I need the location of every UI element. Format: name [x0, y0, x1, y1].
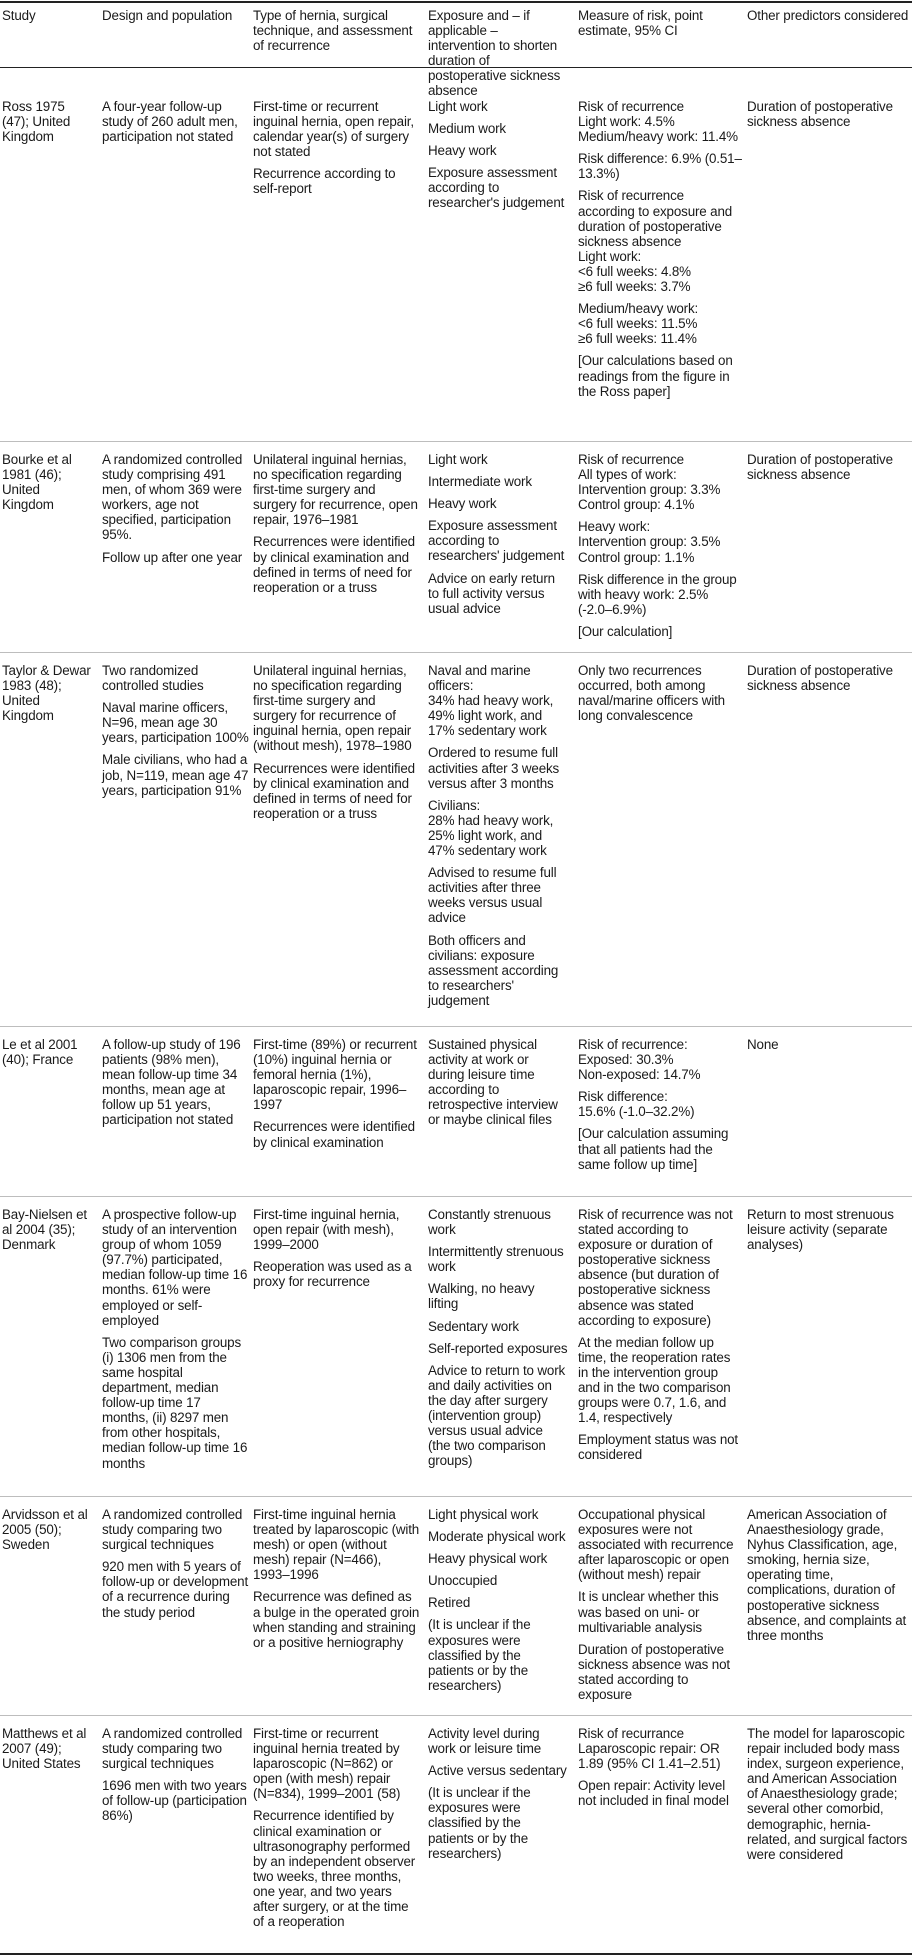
table-top-rule [0, 1, 912, 3]
design-cell [102, 663, 250, 798]
cell-paragraph: Recurrences were identified by clinical examination and defined in terms of need for reoperation or a truss [253, 534, 415, 595]
study-cell [2, 99, 94, 144]
header-design: Design and population [102, 8, 233, 23]
cell-paragraph: Ross 1975 (47); United Kingdom [2, 99, 71, 145]
risk-cell [578, 1507, 743, 1702]
cell-paragraph: Risk of recurrence Light work: 4.5% Medium/heavy work: 11.4% [578, 99, 738, 145]
hernia-cell [253, 1726, 421, 1929]
cell-paragraph: [Our calculation assuming that all patients had the same follow up time] [578, 1126, 729, 1172]
risk-cell [578, 1726, 743, 1808]
cell-paragraph: Recurrence according to self-report [253, 166, 396, 197]
other-cell [747, 1507, 909, 1643]
cell-paragraph: Le et al 2001 (40); France [2, 1037, 78, 1068]
header-risk: Measure of risk, point estimate, 95% CI [578, 8, 703, 39]
cell-paragraph: Duration of postoperative sickness absence [747, 99, 893, 130]
cell-paragraph: Return to most strenuous leisure activity (separate analyses) [747, 1207, 894, 1253]
cell-paragraph: Duration of postoperative sickness absence [747, 663, 893, 694]
cell-paragraph: Risk difference: 15.6% (-1.0–32.2%) [578, 1089, 695, 1120]
cell-paragraph: Self-reported exposures [428, 1340, 568, 1356]
cell-paragraph: Intermediate work [428, 474, 532, 490]
cell-paragraph: Activity level during work or leisure time [428, 1726, 542, 1757]
cell-paragraph: Heavy work [428, 496, 497, 512]
cell-paragraph: Bay-Nielsen et al 2004 (35); Denmark [2, 1207, 87, 1253]
cell-paragraph: Civilians: 28% had heavy work, 25% light work, and 47% sedentary work [428, 797, 554, 859]
exposure-cell [428, 1507, 568, 1693]
design-cell [102, 1726, 250, 1824]
row-separator [0, 1026, 912, 1027]
cell-paragraph: Recurrence identified by clinical examination or ultrasonography performed by an independent observer two weeks, three months, one year, and two years after surgery, or at the time of a reoperation [253, 1808, 416, 1930]
exposure-cell [428, 99, 568, 211]
cell-paragraph: The model for laparoscopic repair included body mass index, surgeon experience, and American Association of Anaesthesiology grade; several other comorbid, demographic, hernia-related, and surgical factors were considered [747, 1726, 908, 1862]
hernia-cell [253, 99, 421, 197]
cell-paragraph: Light work [428, 452, 488, 467]
cell-paragraph: (It is unclear if the exposures were classified by the patients or by the researchers) [428, 1785, 531, 1861]
design-cell [102, 99, 250, 144]
cell-paragraph: Sustained physical activity at work or during leisure time according to retrospective interview or maybe clinical files [428, 1037, 558, 1128]
other-cell [747, 1207, 909, 1252]
cell-paragraph: First-time or recurrent inguinal hernia treated by laparoscopic (N=862) or open (with mesh) repair (N=834), 1999–2001 (58) [253, 1726, 401, 1802]
study-cell [2, 1507, 94, 1552]
hernia-cell [253, 663, 421, 821]
cell-paragraph: Ordered to resume full activities after 3 weeks versus after 3 months [428, 745, 560, 791]
cell-paragraph: A randomized controlled study comprising 491 men, of whom 369 were workers, age not specified, participation 95%. [102, 452, 243, 543]
cell-paragraph: Unoccupied [428, 1573, 498, 1589]
cell-paragraph: Both officers and civilians: exposure assessment according to researchers' judgement [428, 932, 559, 1008]
hernia-cell [253, 1207, 421, 1289]
cell-paragraph: Only two recurrences occurred, both among naval/marine officers with long convalescence [578, 663, 725, 724]
study-cell [2, 663, 94, 723]
cell-paragraph: Risk of recurrence was not stated according to exposure or duration of postoperative sickness absence (but duration of postoperative sickness absence was stated according to exposure) [578, 1207, 733, 1328]
cell-paragraph: Light physical work [428, 1507, 539, 1522]
cell-paragraph: A prospective follow-up study of an intervention group of whom 1059 (97.7%) participated, median follow-up time 16 months. 61% were employed or self-employed [102, 1207, 248, 1328]
header-other: Other predictors considered [747, 8, 909, 23]
cell-paragraph: [Our calculation] [578, 623, 673, 639]
cell-paragraph: A randomized controlled study comparing two surgical techniques [102, 1726, 243, 1772]
other-cell [747, 452, 909, 482]
exposure-cell [428, 1726, 568, 1861]
cell-paragraph: Light work [428, 99, 488, 114]
cell-paragraph: Walking, no heavy lifting [428, 1281, 535, 1312]
cell-paragraph: Recurrences were identified by clinical examination and defined in terms of need for reoperation or a truss [253, 760, 415, 821]
header-hernia: Type of hernia, surgical technique, and assessment of recurrence [253, 8, 413, 54]
cell-paragraph: Male civilians, who had a job, N=119, mean age 47 years, participation 91% [102, 752, 249, 798]
row-separator [0, 1715, 912, 1716]
risk-cell [578, 1037, 743, 1172]
cell-paragraph: 920 men with 5 years of follow-up or development of a recurrence during the study period [102, 1559, 249, 1620]
cell-paragraph: Active versus sedentary [428, 1763, 567, 1779]
cell-paragraph: Advice on early return to full activity versus usual advice [428, 570, 555, 616]
cell-paragraph: Intermittently strenuous work [428, 1244, 564, 1275]
cell-paragraph: Bourke et al 1981 (46); United Kingdom [2, 452, 72, 513]
cell-paragraph: Matthews et al 2007 (49); United States [2, 1726, 87, 1772]
cell-paragraph: Constantly strenuous work [428, 1207, 551, 1238]
study-cell [2, 1726, 94, 1771]
row-separator [0, 1496, 912, 1497]
cell-paragraph: Naval and marine officers: 34% had heavy work, 49% light work, and 17% sedentary work [428, 663, 554, 739]
cell-paragraph: First-time or recurrent inguinal hernia, open repair, calendar year(s) of surgery not stated [253, 99, 414, 160]
cell-paragraph: Open repair: Activity level not included in final model [578, 1778, 729, 1809]
cell-paragraph: Employment status was not considered [578, 1432, 738, 1463]
exposure-cell [428, 663, 568, 1008]
cell-paragraph: Naval marine officers, N=96, mean age 30 years, participation 100% [102, 700, 249, 746]
cell-paragraph: First-time inguinal hernia treated by laparoscopic (with mesh) or open (without mesh) repair (N=466), 1993–1996 [253, 1507, 420, 1583]
cell-paragraph: Unilateral inguinal hernias, no specification regarding first-time surgery and surgery for recurrence of inguinal hernia, open repair (without mesh), 1978–1980 [253, 663, 412, 754]
study-cell [2, 1037, 94, 1067]
cell-paragraph: Recurrences were identified by clinical examination [253, 1119, 415, 1150]
study-cell [2, 452, 94, 512]
cell-paragraph: Risk difference: 6.9% (0.51–13.3%) [578, 151, 742, 182]
cell-paragraph: Advice to return to work and daily activities on the day after surgery (intervention group) versus usual advice (the two comparison groups) [428, 1362, 566, 1469]
cell-paragraph: A follow-up study of 196 patients (98% men), mean follow-up time 34 months, mean age at follow up 51 years, participation not stated [102, 1037, 241, 1128]
cell-paragraph: It is unclear whether this was based on uni- or multivariable analysis [578, 1589, 719, 1635]
cell-paragraph: Duration of postoperative sickness absence was not stated according to exposure [578, 1641, 730, 1703]
cell-paragraph: A four-year follow-up study of 260 adult men, participation not stated [102, 99, 238, 145]
cell-paragraph: Heavy work [428, 143, 497, 159]
cell-paragraph: Occupational physical exposures were not associated with recurrence after laparoscopic or open (without mesh) repair [578, 1507, 734, 1583]
cell-paragraph: Risk of recurrence All types of work: Intervention group: 3.3% Control group: 4.1% [578, 452, 721, 513]
design-cell [102, 1207, 250, 1471]
hernia-cell [253, 452, 421, 595]
exposure-cell [428, 452, 568, 616]
design-cell [102, 1037, 250, 1128]
risk-cell [578, 452, 743, 639]
cell-paragraph: Recurrence was defined as a bulge in the operated groin when standing and straining or a positive herniography [253, 1589, 420, 1650]
row-separator [0, 652, 912, 653]
table-bottom-rule [0, 1953, 912, 1955]
exposure-cell [428, 1037, 568, 1128]
cell-paragraph: Unilateral inguinal hernias, no specification regarding first-time surgery and surgery for recurrence, open repair, 1976–1981 [253, 452, 418, 528]
cell-paragraph: Taylor & Dewar 1983 (48); United Kingdom [2, 663, 91, 724]
cell-paragraph: Medium/heavy work: <6 full weeks: 11.5% ≥6 full weeks: 11.4% [578, 301, 699, 347]
cell-paragraph: Exposure assessment according to researcher's judgement [428, 165, 565, 211]
cell-paragraph: Moderate physical work [428, 1529, 566, 1545]
cell-paragraph: Heavy physical work [428, 1551, 548, 1567]
cell-paragraph: Follow up after one year [102, 549, 243, 565]
row-separator [0, 1196, 912, 1197]
cell-paragraph: American Association of Anaesthesiology grade, Nyhus Classification, age, smoking, hernia size, operating time, complications, duration of postoperative sickness absence, and complaints at three months [747, 1507, 907, 1643]
row-separator [0, 441, 912, 442]
cell-paragraph: Risk of recurrence according to exposure and duration of postoperative sickness absence Light work: <6 full weeks: 4.8% ≥6 full weeks: 3.7% [578, 188, 733, 295]
cell-paragraph: Sedentary work [428, 1318, 519, 1334]
cell-paragraph: Two comparison groups (i) 1306 men from the same hospital department, median follow-up time 17 months, (ii) 8297 men from other hospitals, median follow-up time 16 months [102, 1334, 248, 1471]
hernia-cell [253, 1507, 421, 1650]
cell-paragraph: (It is unclear if the exposures were classified by the patients or by the researchers) [428, 1617, 531, 1693]
cell-paragraph: Two randomized controlled studies [102, 663, 204, 694]
cell-paragraph: Risk difference in the group with heavy work: 2.5% (-2.0–6.9%) [578, 571, 737, 617]
header-exposure: Exposure and – if applicable – intervention to shorten duration of postoperative sickness absence [428, 8, 561, 99]
study-cell [2, 1207, 94, 1252]
cell-paragraph: Arvidsson et al 2005 (50); Sweden [2, 1507, 88, 1553]
cell-paragraph: Advised to resume full activities after three weeks versus usual advice [428, 865, 557, 926]
risk-cell [578, 1207, 743, 1463]
other-cell [747, 663, 909, 693]
cell-paragraph: Heavy work: Intervention group: 3.5% Control group: 1.1% [578, 519, 721, 565]
exposure-cell [428, 1207, 568, 1468]
cell-paragraph: 1696 men with two years of follow-up (participation 86%) [102, 1778, 247, 1824]
cell-paragraph: Reoperation was used as a proxy for recurrence [253, 1259, 412, 1290]
cell-paragraph: A randomized controlled study comparing two surgical techniques [102, 1507, 243, 1553]
other-cell [747, 1037, 909, 1052]
cell-paragraph: Risk of recurrence: Exposed: 30.3% Non-exposed: 14.7% [578, 1037, 701, 1083]
header-study: Study [2, 8, 36, 23]
cell-paragraph: Duration of postoperative sickness absence [747, 452, 893, 483]
other-cell [747, 1726, 909, 1862]
risk-cell [578, 663, 743, 723]
cell-paragraph: At the median follow up time, the reoperation rates in the intervention group and in the two comparison groups were 0.7, 1.6, and 1.4, respectively [578, 1334, 731, 1426]
cell-paragraph: Exposure assessment according to researchers' judgement [428, 518, 565, 564]
cell-paragraph: None [747, 1037, 779, 1052]
risk-cell [578, 99, 743, 399]
design-cell [102, 452, 250, 565]
cell-paragraph: [Our calculations based on readings from the figure in the Ross paper] [578, 353, 733, 399]
cell-paragraph: Medium work [428, 121, 506, 137]
cell-paragraph: First-time (89%) or recurrent (10%) inguinal hernia or femoral hernia (1%), laparoscopic repair, 1996–1997 [253, 1037, 417, 1113]
cell-paragraph: First-time inguinal hernia, open repair (with mesh), 1999–2000 [253, 1207, 400, 1253]
other-cell [747, 99, 909, 129]
cell-paragraph: Risk of recurrance Laparoscopic repair: OR 1.89 (95% CI 1.41–2.51) [578, 1726, 721, 1772]
design-cell [102, 1507, 250, 1620]
hernia-cell [253, 1037, 421, 1150]
cell-paragraph: Retired [428, 1595, 471, 1611]
